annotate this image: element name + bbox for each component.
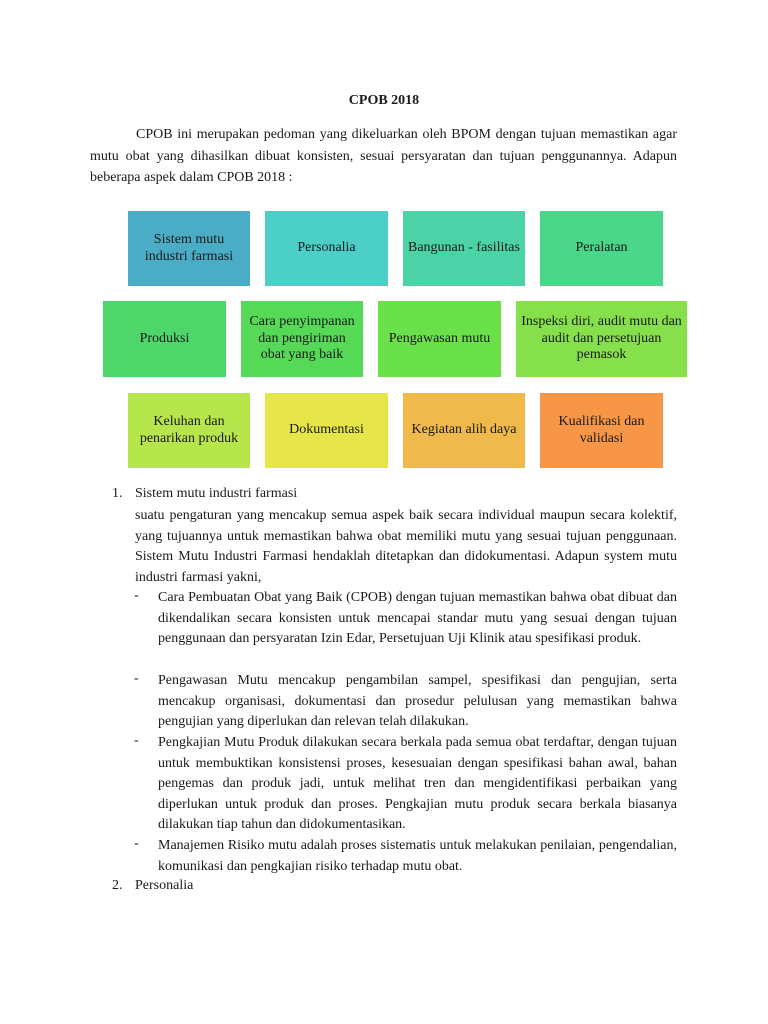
sub-item-text: Cara Pembuatan Obat yang Baik (CPOB) dengan tujuan memastikan bahwa obat dibuat dan dikendalikan secara konsisten untuk mencapai standar mutu yang sesuai dengan tujuan penggunaan dan persyaratan Izin Edar, Persetujuan Uji Klinik atau spesifikasi produk. xyxy=(158,590,677,646)
aspect-box xyxy=(540,393,663,468)
aspect-box-label: Inspeksi diri, audit mutu dan audit dan persetujuan pemasok xyxy=(521,314,682,363)
aspect-box-label: Kualifikasi dan validasi xyxy=(558,414,645,446)
sub-item-text: Pengawasan Mutu mencakup pengambilan sampel, spesifikasi dan pengujian, serta mencakup organisasi, dokumentasi dan prosedur pelulusan yang memastikan bahwa pengujian yang diperlukan dan relevan telah dilakukan. xyxy=(158,673,677,729)
aspect-box xyxy=(241,301,363,377)
sub-item-dash: - xyxy=(134,836,139,851)
aspect-box-label: Sistem mutu industri farmasi xyxy=(144,232,234,264)
sub-item-dash: - xyxy=(134,671,139,686)
list-item-title: Personalia xyxy=(135,878,194,893)
aspect-box xyxy=(516,301,687,377)
aspect-box xyxy=(128,393,250,468)
aspect-box xyxy=(540,211,663,286)
aspect-box-label: Personalia xyxy=(297,240,356,256)
list-item-number: 1. xyxy=(112,486,123,501)
aspect-box xyxy=(265,211,388,286)
aspect-box-label: Pengawasan mutu xyxy=(388,330,491,346)
sub-item-dash: - xyxy=(134,733,139,748)
aspect-box xyxy=(403,393,525,468)
aspect-box-label: Keluhan dan penarikan produk xyxy=(139,414,239,446)
aspect-box xyxy=(265,393,388,468)
aspect-box-label: Kegiatan alih daya xyxy=(411,422,517,438)
intro-paragraph: CPOB ini merupakan pedoman yang dikeluarkan oleh BPOM dengan tujuan memastikan agar mutu obat yang dihasilkan dibuat konsisten, sesuai persyaratan dan tujuan penggunannya. Adapun beberapa aspek dalam CPOB 2018 : xyxy=(90,127,677,185)
aspect-box xyxy=(128,211,250,286)
aspect-box xyxy=(378,301,501,377)
list-item-body: suatu pengaturan yang mencakup semua aspek baik secara individual maupun secara kolektif, yang tujuannya untuk memastikan bahwa obat memiliki mutu yang sesuai tujuan penggunaan. Sistem Mutu Industri Farmasi hendaklah ditetapkan dan didokumentasi. Adapun system mutu industri farmasi yakni, xyxy=(135,508,677,585)
aspect-box xyxy=(403,211,525,286)
sub-item-text: Manajemen Risiko mutu adalah proses sistematis untuk melakukan penilaian, pengendalian, komunikasi dan pengkajian risiko terhadap mutu obat. xyxy=(158,838,677,874)
aspect-box-label: Peralatan xyxy=(575,240,628,256)
aspect-box-label: Cara penyimpanan dan pengiriman obat yang baik xyxy=(249,314,355,363)
aspect-box-label: Produksi xyxy=(139,330,190,346)
document-title: CPOB 2018 xyxy=(348,93,420,108)
list-item-number: 2. xyxy=(112,878,123,893)
list-item-title: Sistem mutu industri farmasi xyxy=(135,486,298,501)
sub-item-text: Pengkajian Mutu Produk dilakukan secara berkala pada semua obat terdaftar, dengan tujuan untuk membuktikan konsistensi proses, kesesuaian dengan spesifikasi bahan awal, bahan pengemas dan produk jadi, untuk melihat tren dan mengidentifikasi perbaikan yang diperlukan untuk produk dan proses. Pengkajian mutu produk secara berkala biasanya dilakukan tiap tahun dan didokumentasikan. xyxy=(158,735,677,832)
aspects-list xyxy=(90,486,677,906)
aspect-box-label: Bangunan - fasilitas xyxy=(408,240,520,256)
aspect-box-label: Dokumentasi xyxy=(289,422,364,438)
sub-item-dash: - xyxy=(134,588,139,603)
aspect-box xyxy=(103,301,226,377)
